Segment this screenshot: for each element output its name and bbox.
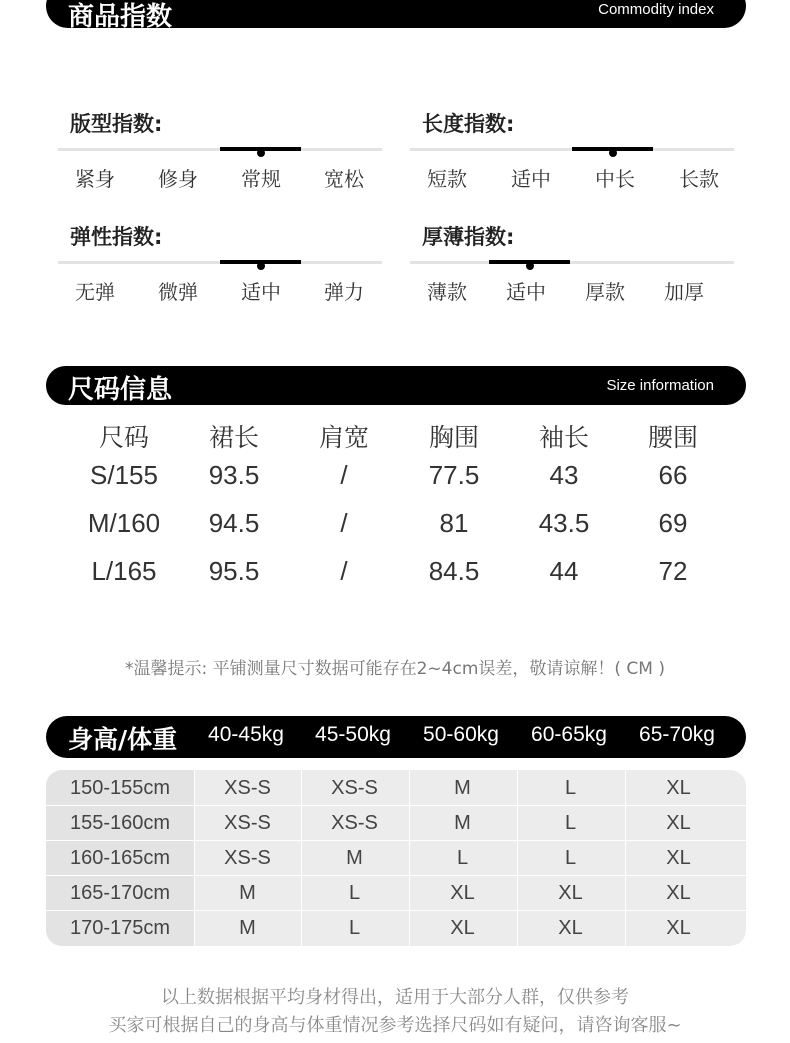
index-option: 修身: [158, 167, 198, 191]
size-table-cell: 84.5: [428, 556, 480, 586]
recommendation-title: 身高/体重: [68, 725, 178, 754]
recommendation-table: [46, 770, 746, 946]
size-recommendation-cell: XL: [558, 917, 583, 939]
height-label: 150-155cm: [69, 777, 171, 799]
index-option: 短款: [427, 167, 467, 191]
size-table-cell: 94.5: [208, 508, 260, 538]
height-label: 160-165cm: [69, 847, 171, 869]
size-table-cell: 77.5: [428, 460, 480, 490]
size-table-cell: 43: [549, 460, 579, 490]
size-recommendation-cell: L: [348, 917, 361, 939]
size-table-cell: 66: [658, 460, 688, 490]
index-option: 宽松: [324, 167, 364, 191]
size-recommendation-cell: L: [564, 847, 577, 869]
size-table-header: 裙长: [208, 423, 259, 452]
commodity-header-bar: [46, 0, 746, 32]
size-info-subtitle: Size information: [606, 377, 714, 394]
size-recommendation-cell: XL: [666, 847, 691, 869]
recommendation-header-bar: [46, 716, 746, 758]
size-table-cell: 93.5: [208, 460, 260, 490]
size-table-cell: 44: [549, 556, 579, 586]
size-table-cell: S/155: [90, 460, 158, 490]
size-recommendation-cell: XS-S: [331, 812, 378, 834]
size-recommendation-cell: XL: [558, 882, 583, 904]
size-recommendation-cell: L: [456, 847, 469, 869]
size-recommendation-cell: L: [564, 812, 577, 834]
index-option: 无弹: [75, 280, 115, 304]
size-table-header: 胸围: [428, 423, 479, 452]
size-recommendation-cell: XL: [450, 917, 475, 939]
index-option: 适中: [241, 280, 281, 304]
weight-header: 45-50kg: [315, 723, 391, 746]
index-selected-dot: [609, 149, 617, 157]
index-title: 长度指数:: [422, 112, 515, 136]
footer-note-2: 买家可根据自己的身高与体重情况参考选择尺码如有疑问，请咨询客服~: [108, 1015, 682, 1036]
size-recommendation-cell: XL: [666, 812, 691, 834]
index-title: 版型指数:: [70, 112, 163, 136]
size-table-cell: 72: [658, 556, 688, 586]
index-scale-line: [410, 261, 734, 264]
size-recommendation-cell: M: [239, 917, 256, 939]
height-label: 165-170cm: [69, 882, 171, 904]
index-option: 微弹: [158, 280, 198, 304]
size-info-header-bar: [46, 366, 746, 405]
size-recommendation-cell: XS-S: [224, 777, 271, 799]
size-recommendation-cell: M: [239, 882, 256, 904]
height-label: 155-160cm: [69, 812, 171, 834]
size-table-header: 腰围: [647, 423, 698, 452]
index-selected-dot: [526, 262, 534, 270]
size-recommendation-cell: M: [454, 777, 471, 799]
size-recommendation-cell: M: [454, 812, 471, 834]
index-option: 中长: [595, 167, 635, 191]
size-recommendation-cell: M: [346, 847, 363, 869]
index-option: 薄款: [427, 280, 467, 304]
index-option: 加厚: [664, 280, 704, 304]
size-table-header: 肩宽: [318, 423, 369, 452]
index-option: 弹力: [324, 280, 364, 304]
index-option: 适中: [511, 167, 551, 191]
size-table-header: 尺码: [98, 423, 149, 452]
index-option: 长款: [679, 167, 719, 191]
size-table-cell: /: [340, 508, 348, 538]
index-option: 紧身: [75, 167, 115, 191]
weight-header: 60-65kg: [531, 723, 607, 746]
size-recommendation-cell: XL: [666, 777, 691, 799]
size-table-cell: 81: [439, 508, 469, 538]
size-recommendation-cell: L: [564, 777, 577, 799]
size-recommendation-cell: XS-S: [224, 847, 271, 869]
size-table-cell: 95.5: [208, 556, 260, 586]
size-table-cell: 69: [658, 508, 688, 538]
index-title: 弹性指数:: [70, 225, 163, 249]
size-recommendation-cell: XL: [666, 882, 691, 904]
index-option: 常规: [241, 167, 281, 191]
index-title: 厚薄指数:: [422, 225, 515, 249]
size-table-cell: M/160: [87, 508, 161, 538]
size-recommendation-cell: XS-S: [224, 812, 271, 834]
commodity-title: 商品指数: [68, 2, 173, 32]
size-info-title: 尺码信息: [68, 375, 173, 405]
size-recommendation-cell: XL: [666, 917, 691, 939]
footer-note-1: 以上数据根据平均身材得出，适用于大部分人群，仅供参考: [161, 987, 629, 1008]
size-table-cell: L/165: [91, 556, 157, 586]
size-recommendation-cell: XL: [450, 882, 475, 904]
weight-headers: [46, 723, 746, 753]
weight-header: 65-70kg: [639, 723, 715, 746]
size-recommendation-cell: XS-S: [331, 777, 378, 799]
size-table-header: 袖长: [538, 423, 589, 452]
size-table-cell: 43.5: [538, 508, 590, 538]
weight-header: 40-45kg: [208, 723, 284, 746]
index-option: 厚款: [585, 280, 625, 304]
height-label: 170-175cm: [69, 917, 171, 939]
index-selected-dot: [257, 149, 265, 157]
size-table-cell: /: [340, 556, 348, 586]
measurement-tip: *温馨提示: 平铺测量尺寸数据可能存在2~4cm误差，敬请谅解！( CM ): [124, 659, 666, 679]
weight-header: 50-60kg: [423, 723, 499, 746]
commodity-subtitle: Commodity index: [598, 1, 714, 18]
size-recommendation-cell: L: [348, 882, 361, 904]
index-option: 适中: [506, 280, 546, 304]
size-table-cell: /: [340, 460, 348, 490]
index-selected-dot: [257, 262, 265, 270]
